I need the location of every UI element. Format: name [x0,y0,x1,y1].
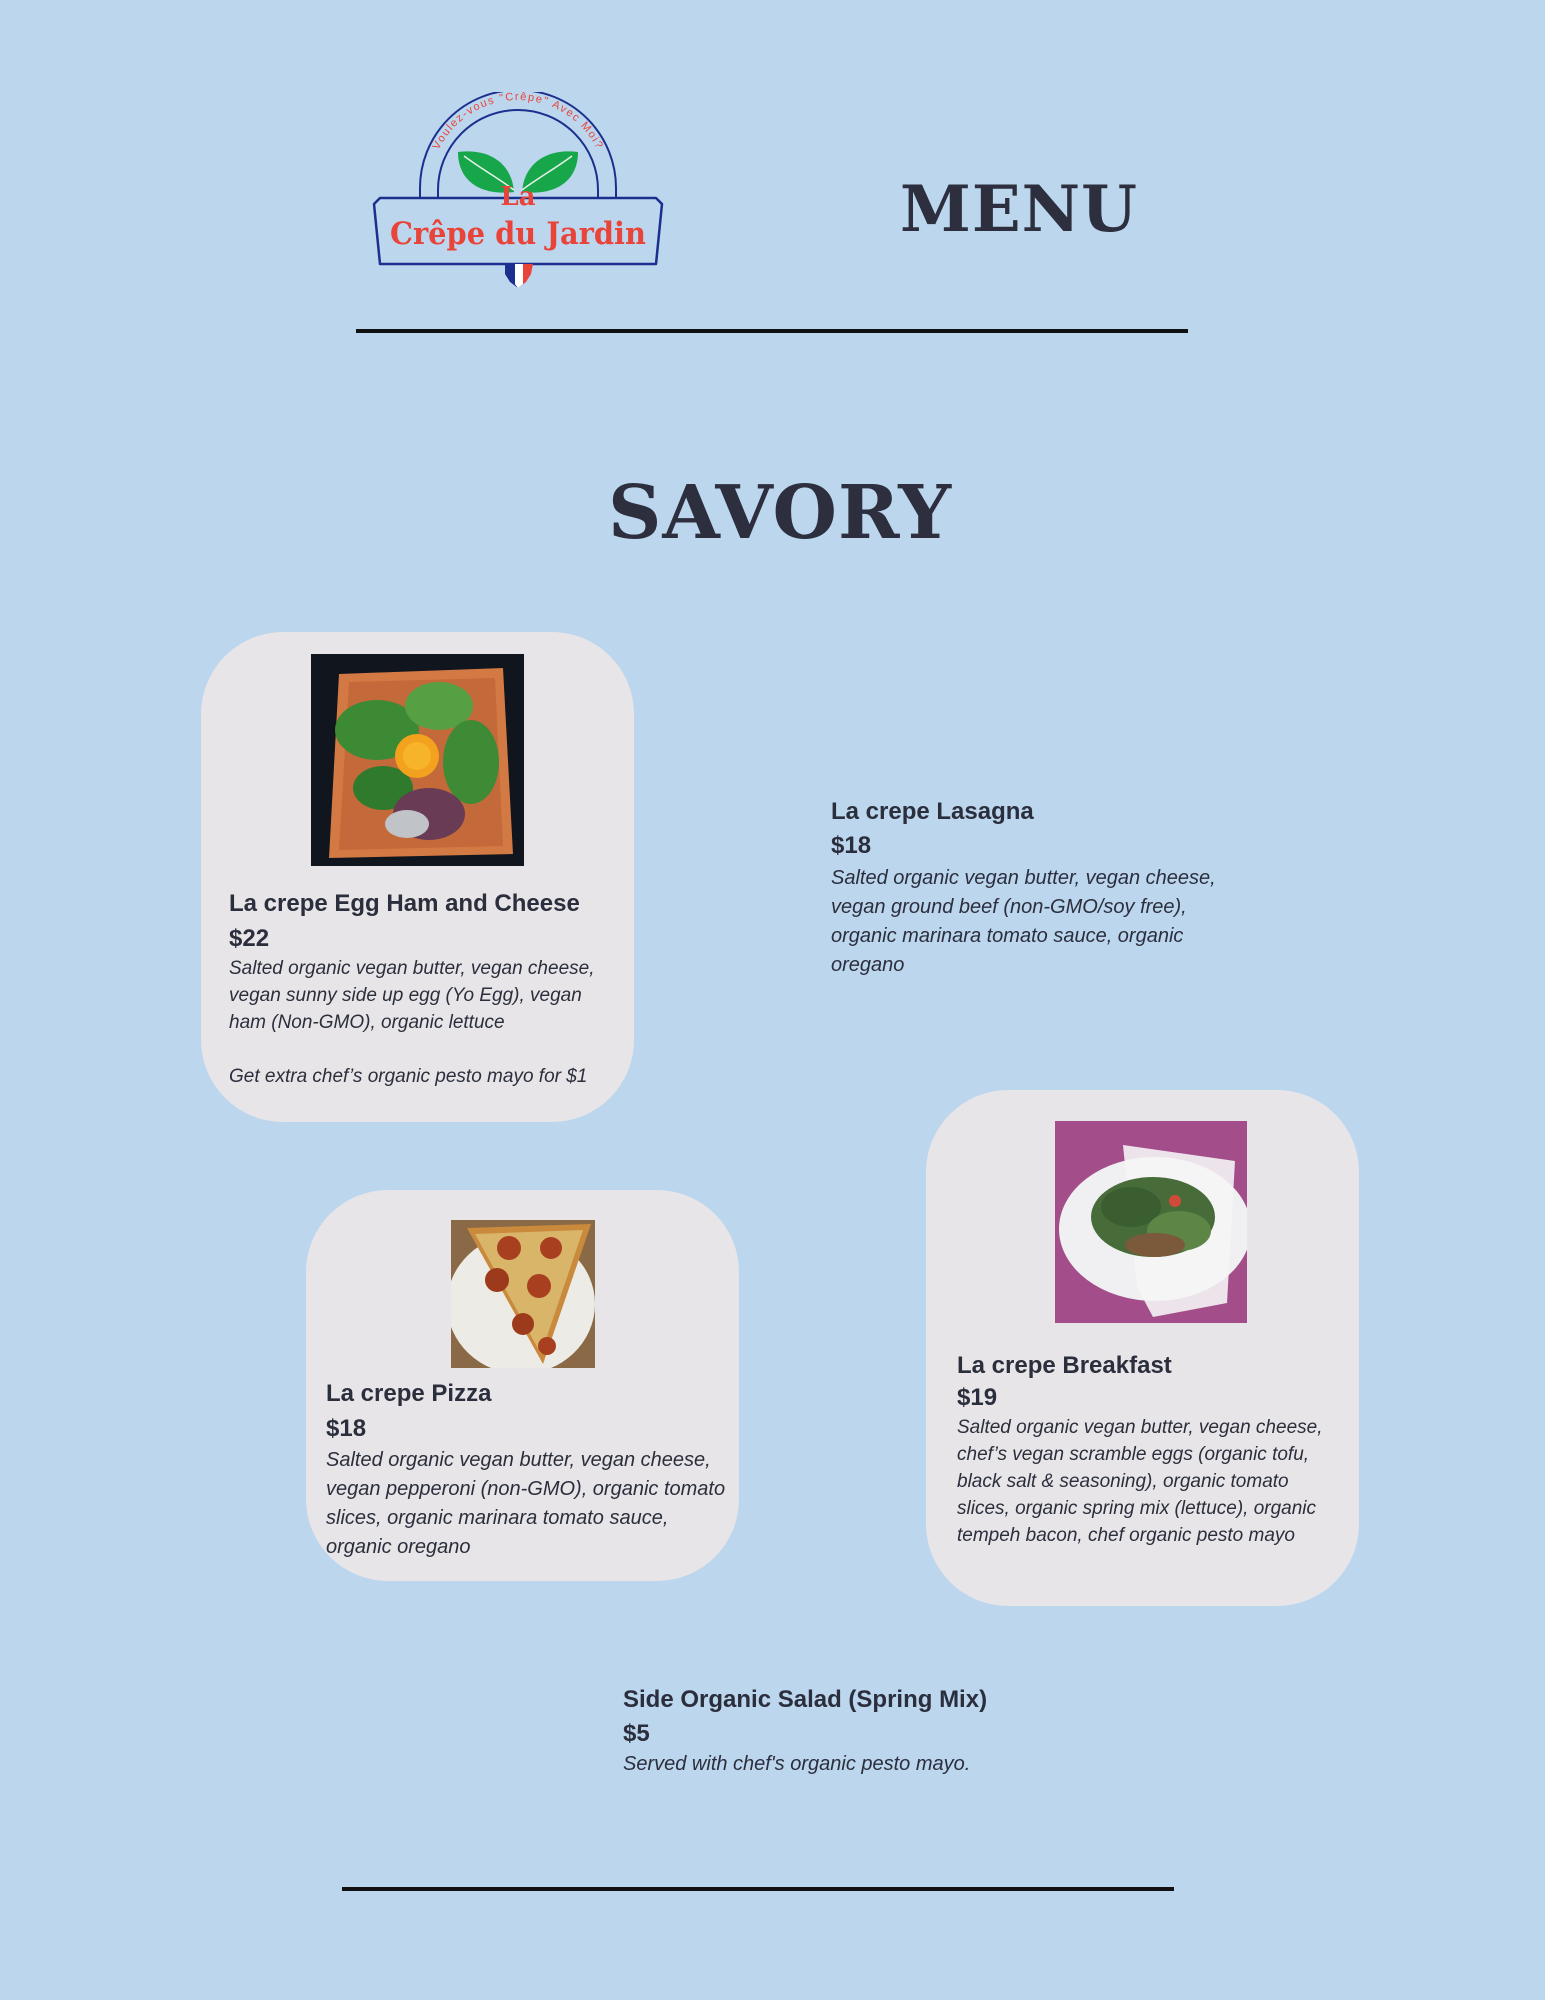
top-divider [356,329,1188,333]
item-extra: Get extra chef’s organic pesto mayo for $1 [229,1066,588,1087]
item-price: $18 [831,832,872,859]
brand-logo-graphic [372,92,664,292]
item-photo [451,1220,595,1368]
brand-logo [372,92,664,292]
brand-arc-text: Voulez-vous "Crêpe" Avec Moi? [430,92,606,152]
brand-name: Crêpe du Jardin [390,216,646,252]
item-price: $5 [623,1720,650,1747]
item-description: Salted organic vegan butter, vegan cheese, vegan ground beef (non-GMO/soy free), organic marinara tomato sauce, organic oregano [831,867,1216,976]
item-name: La crepe Pizza [326,1380,492,1407]
item-price: $22 [229,925,270,952]
item-description: Salted organic vegan butter, vegan cheese, vegan sunny side up egg (Yo Egg), vegan ham (Non-GMO), organic lettuce [229,958,595,1033]
item-name: La crepe Breakfast [957,1352,1172,1379]
item-photo [311,654,524,866]
item-name: La crepe Egg Ham and Cheese [229,890,580,917]
section-title: SAVORY [607,470,953,556]
svg-text:Voulez-vous "Crêpe" Avec Moi? [430,92,605,152]
item-description: Salted organic vegan butter, vegan cheese, vegan pepperoni (non-GMO), organic tomato slices, organic marinara tomato sauce, organic oregano [326,1449,726,1558]
item-name: Side Organic Salad (Spring Mix) [623,1686,988,1713]
item-name: La crepe Lasagna [831,798,1034,825]
menu-title: MENU [900,172,1138,247]
brand-small: La [500,182,536,212]
item-photo [1055,1121,1247,1323]
item-price: $19 [957,1384,998,1411]
bottom-divider [342,1887,1174,1891]
item-description: Served with chef's organic pesto mayo. [623,1753,971,1775]
french-flag-icon [505,264,533,288]
item-price: $18 [326,1415,367,1442]
item-description: Salted organic vegan butter, vegan cheese, chef’s vegan scramble eggs (organic tofu, black salt & seasoning), organic tomato slices, organic spring mix (lettuce), organic tempeh bacon, chef organic pesto mayo [957,1417,1323,1546]
